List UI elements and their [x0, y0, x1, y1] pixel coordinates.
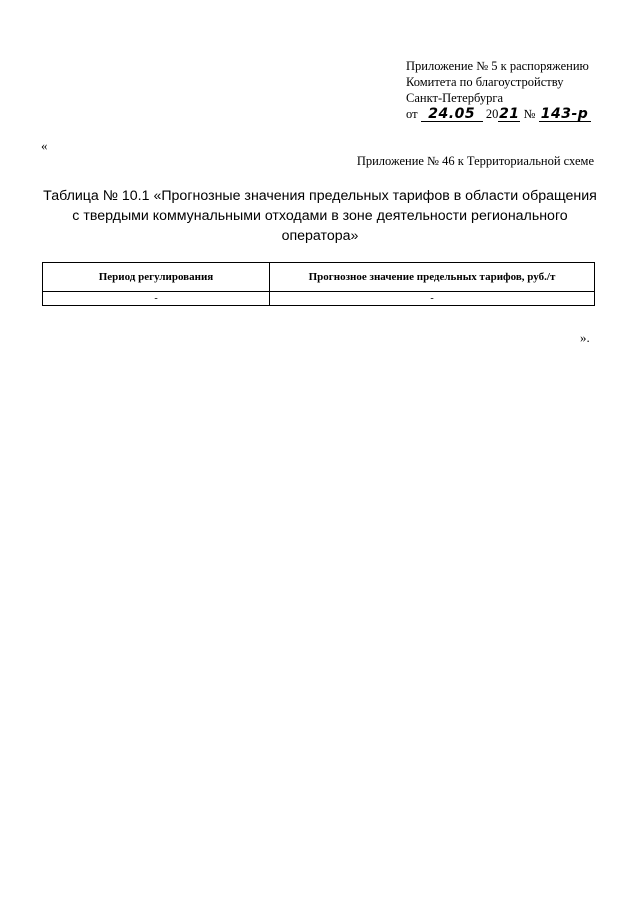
header-committee-line: Комитета по благоустройству	[406, 75, 564, 89]
order-header	[406, 58, 636, 122]
table-title: Таблица № 10.1 «Прогнозные значения предельных тарифов в области обращения с твердыми коммунальными отходами в зоне деятельности регионального оператора»	[43, 188, 597, 244]
number-sign: №	[523, 107, 536, 121]
table-cell-tariff: -	[270, 292, 595, 306]
column-header-period: Период регулирования	[43, 263, 270, 292]
date-field	[421, 108, 483, 122]
handwritten-number: 143-р	[540, 106, 589, 122]
number-field	[539, 108, 591, 122]
header-city-line: Санкт-Петербурга	[406, 91, 504, 105]
year-field	[498, 108, 520, 122]
appendix-note: Приложение № 46 к Территориальной схеме	[356, 154, 594, 168]
header-date-number-line	[406, 106, 636, 122]
table-cell-period: -	[43, 292, 270, 306]
date-prefix: от	[406, 107, 418, 121]
handwritten-date: 24.05	[428, 106, 476, 122]
table-row	[43, 292, 595, 306]
year-prefix: 20	[485, 107, 499, 121]
table-header-row	[43, 263, 595, 292]
column-header-tariff: Прогнозное значение предельных тарифов, руб./т	[270, 263, 595, 292]
tariff-table	[42, 262, 595, 306]
header-appendix-line: Приложение № 5 к распоряжению	[406, 59, 589, 73]
opening-quote: «	[41, 138, 48, 153]
closing-quote: ».	[580, 330, 590, 345]
handwritten-year: 21	[499, 106, 520, 122]
